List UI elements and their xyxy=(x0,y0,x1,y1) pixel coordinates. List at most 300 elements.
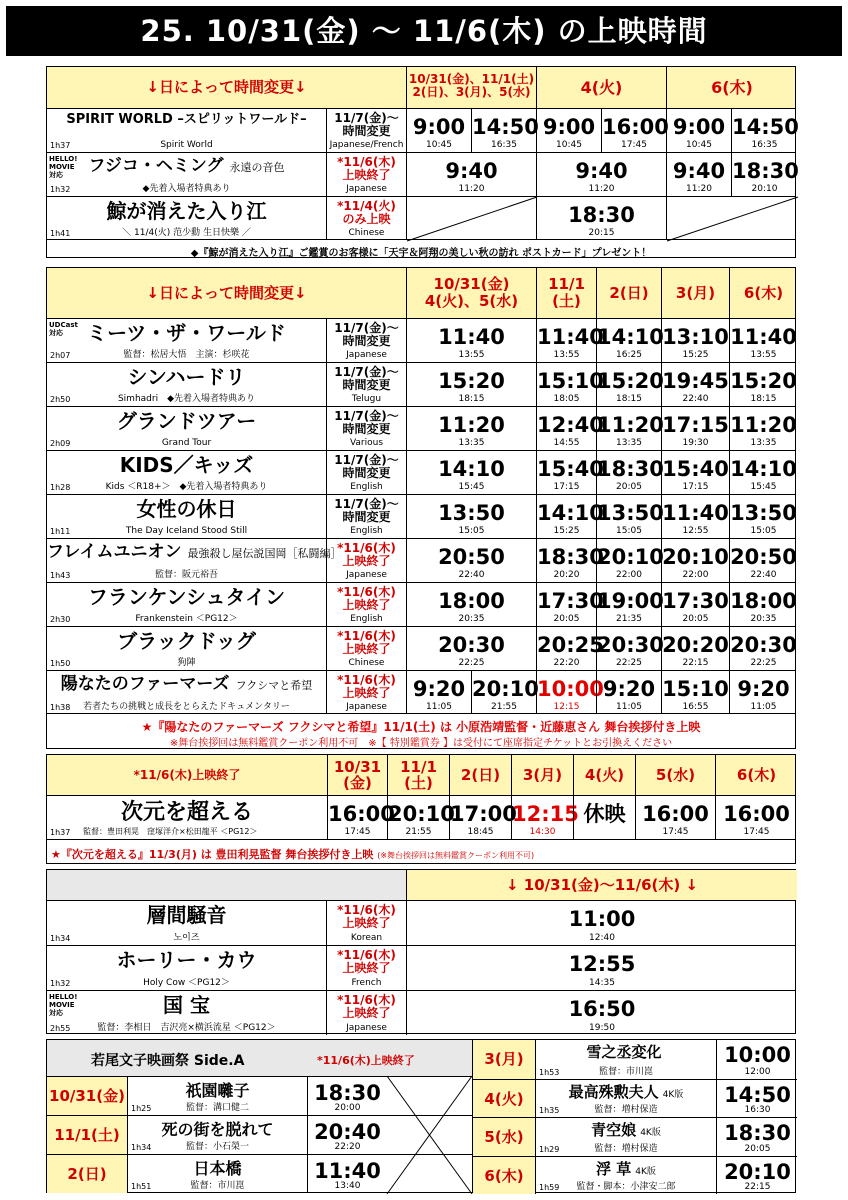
festival-film-title-wrap xyxy=(536,1045,716,1060)
showtime-start: 20:10 xyxy=(472,677,539,701)
festival-film-cell xyxy=(535,1118,716,1156)
showtime-end: 10:45 xyxy=(686,140,712,150)
showtime-end: 22:15 xyxy=(744,1182,771,1192)
showtime-cell xyxy=(406,583,536,626)
showtime-cell xyxy=(406,946,797,990)
showtime-cell xyxy=(716,1080,798,1118)
film-title: ミーツ・ザ・ワールド xyxy=(87,321,286,345)
showtime-end: 20:10 xyxy=(751,184,778,194)
film-credits: ◆先着入場者特典あり xyxy=(142,184,231,194)
status-cell xyxy=(326,109,406,152)
showtime-start: 11:40 xyxy=(662,501,729,525)
header-date xyxy=(635,755,715,795)
showtime-end: 15:05 xyxy=(458,526,485,536)
festival-date: 4(火) xyxy=(473,1080,535,1118)
showtime-start: 9:40 xyxy=(445,159,498,183)
festival-duration: 1h35 xyxy=(539,1106,560,1115)
showtime-start: 16:00 xyxy=(723,802,790,826)
showtime-start: 9:00 xyxy=(672,115,726,139)
showtime-cell xyxy=(731,109,797,152)
format-badge: HELLO! MOVIE 対応 xyxy=(49,993,78,1017)
festival-film-title: 雪之丞変化 xyxy=(586,1043,662,1061)
showtime-cell xyxy=(661,627,729,670)
showtime-cell xyxy=(666,153,731,196)
festival-date: 10/31(金) xyxy=(47,1077,127,1115)
status-cell xyxy=(326,363,406,406)
showtime-start: 19:45 xyxy=(662,369,729,393)
film-row xyxy=(47,670,795,714)
showtime-cell xyxy=(716,1118,798,1156)
showtime-cell xyxy=(731,153,797,196)
showtime-cell xyxy=(536,153,666,196)
showtime-start: 11:40 xyxy=(730,325,797,349)
showtime-end: 20:35 xyxy=(458,614,485,624)
showtime-start: 11:20 xyxy=(438,413,505,437)
header-date-text: 4(火) xyxy=(584,766,625,784)
showtime-start: 休映 xyxy=(583,802,626,826)
language: Telugu xyxy=(351,394,382,404)
film-credits: Simhadri ◆先着入場者特典あり xyxy=(117,394,256,404)
film-title-wrap xyxy=(47,676,326,693)
film-credits: 노이즈 xyxy=(173,933,200,943)
film-duration: 1h37 xyxy=(50,141,71,150)
showtime-cell xyxy=(596,407,664,450)
festival-row xyxy=(473,1156,797,1195)
showtime-end: 20:35 xyxy=(750,614,777,624)
festival-left xyxy=(47,1040,472,1192)
no-screening-cell xyxy=(666,197,797,240)
film-title-cell xyxy=(47,109,326,152)
showtime-start: 14:10 xyxy=(537,501,604,525)
festival-row xyxy=(473,1117,797,1156)
showtime-start: 18:30 xyxy=(732,159,799,183)
section-schedule-3 xyxy=(46,754,796,864)
language: English xyxy=(350,614,383,624)
film-duration: 1h32 xyxy=(50,979,71,988)
showtime-cell xyxy=(406,109,471,152)
header-date-e: 6(木) xyxy=(729,268,797,318)
showtime-end: 16:30 xyxy=(744,1105,771,1115)
header-date-text: 3(月) xyxy=(522,766,563,784)
festival-film-title: 死の街を脱れて xyxy=(161,1120,274,1139)
film-row xyxy=(47,108,799,152)
language: Japanese xyxy=(346,350,387,360)
festival-film-title: 最高殊勲夫人 xyxy=(568,1082,659,1101)
showtime-start: 12:40 xyxy=(537,413,604,437)
showtime-end: 11:20 xyxy=(458,184,485,194)
showtime-cell xyxy=(307,1116,387,1154)
film-title-cell xyxy=(47,583,326,626)
status-cell xyxy=(326,583,406,626)
film-row xyxy=(47,450,795,494)
showtime-start: 14:50 xyxy=(472,115,539,139)
showtime-cell xyxy=(729,319,797,362)
festival-film-cell xyxy=(535,1157,716,1195)
film-title-cell xyxy=(47,539,342,582)
film-row xyxy=(47,196,795,240)
film-credits: The Day Iceland Stood Still xyxy=(125,526,248,536)
header-date-3: 6(木) xyxy=(666,67,797,108)
film-subtitle: フクシマと希望 xyxy=(235,679,313,692)
film-credits: 監督：阪元裕吾 xyxy=(154,570,218,580)
showtime-start: 14:10 xyxy=(438,457,505,481)
showtime-end: 14:30 xyxy=(529,827,556,837)
showtime-start: 17:15 xyxy=(662,413,729,437)
status-line-1: *11/6(木) xyxy=(337,903,396,917)
format-tag: 4K版 xyxy=(662,1089,684,1100)
showtime-start: 18:00 xyxy=(438,589,505,613)
showtime-start: 16:00 xyxy=(642,802,709,826)
showtime-start: 11:40 xyxy=(537,325,604,349)
showtime-start: 20:10 xyxy=(388,802,455,826)
film-credits: Grand Tour xyxy=(161,438,212,448)
showtime-end: 22:00 xyxy=(682,570,709,580)
status-line-2: 上映終了 xyxy=(342,961,391,975)
header-date-text: (土) xyxy=(404,774,433,792)
film-credits: ＼ 11/4(火) 范少勳 生日快樂 ／ xyxy=(122,228,251,238)
showtime-start: 20:30 xyxy=(597,633,664,657)
showtime-cell xyxy=(596,627,664,670)
header-date-a: 10/31(金) 4(火)、5(水) xyxy=(406,268,536,318)
showtime-end: 14:55 xyxy=(553,438,580,448)
showtime-start: 20:50 xyxy=(438,545,505,569)
festival-film-title: 日本橋 xyxy=(193,1159,242,1178)
header-date xyxy=(327,755,387,795)
showtime-start: 17:30 xyxy=(537,589,604,613)
festival-duration: 1h59 xyxy=(539,1183,560,1192)
festival-director: 監督：増村保造 xyxy=(594,1143,658,1154)
showtime-end: 22:25 xyxy=(458,658,485,668)
showtime-start: 16:00 xyxy=(328,802,395,826)
film-row xyxy=(47,582,795,626)
section-film-festival xyxy=(46,1039,796,1193)
section-2-header xyxy=(47,268,795,318)
film-row xyxy=(47,538,795,582)
film-credits: 監督：松居大悟 主演：杉咲花 xyxy=(123,350,250,360)
section-schedule-2 xyxy=(46,267,796,749)
festival-duration: 1h34 xyxy=(131,1143,152,1152)
film-duration: 1h43 xyxy=(50,571,71,580)
showtime-end: 18:15 xyxy=(458,394,485,404)
showtime-cell xyxy=(387,796,455,839)
showtime-end: 20:00 xyxy=(334,1103,361,1113)
film-duration: 1h38 xyxy=(50,703,71,712)
section-1-note: ◆『鯨が消えた入り江』ご鑑賞のお客様に「天宇＆阿翔の美しい秋の訪れ ポストカード」プレゼント！ xyxy=(47,239,795,259)
showtime-start: 13:50 xyxy=(597,501,664,525)
status-line-1: 11/7(金)～ xyxy=(334,111,399,125)
showtime-end: 13:35 xyxy=(750,438,777,448)
showtime-start: 11:00 xyxy=(568,907,636,931)
language: English xyxy=(350,526,383,536)
film-title: ブラックドッグ xyxy=(117,629,256,653)
film-credits: 狗陣 xyxy=(177,658,196,668)
showtime-cell xyxy=(596,495,664,538)
format-tag: 4K版 xyxy=(640,1128,661,1138)
showtime-end: 20:15 xyxy=(588,228,615,238)
showtime-cell xyxy=(406,991,797,1035)
showtime-start: 15:20 xyxy=(597,369,664,393)
showtime-cell xyxy=(406,153,536,196)
header-date xyxy=(449,755,511,795)
film-title-cell xyxy=(47,319,326,362)
film-title: 女性の休日 xyxy=(136,497,237,521)
showtime-end: 12:00 xyxy=(744,1066,771,1077)
showtime-cell xyxy=(596,319,664,362)
festival-director: 監督・脚本：小津安二郎 xyxy=(576,1182,676,1192)
film-title: 層間騒音 xyxy=(146,903,227,927)
film-title-cell xyxy=(47,197,326,240)
showtime-cell xyxy=(573,796,635,839)
showtime-cell xyxy=(596,583,664,626)
status-cell xyxy=(326,319,406,362)
page-title: 25. 10/31(金) ～ 11/6(木) の上映時間 xyxy=(6,6,842,56)
language: Chinese xyxy=(348,658,385,668)
film-title: 陽なたのファーマーズ xyxy=(60,674,230,694)
showtime-start: 20:25 xyxy=(537,633,604,657)
festival-director: 監督：溝口健二 xyxy=(185,1103,249,1113)
showtime-cell xyxy=(661,451,729,494)
festival-director: 監督：増村保造 xyxy=(594,1105,658,1115)
showtime-end: 12:55 xyxy=(682,526,709,536)
festival-date: 11/1(土) xyxy=(47,1116,127,1154)
showtime-cell xyxy=(307,1077,387,1115)
ending-banner: *11/6(木)上映終了 xyxy=(133,768,241,782)
festival-film-title-wrap xyxy=(536,1123,716,1138)
section-4-header xyxy=(47,870,795,900)
film-credits: 監督：李相日 吉沢亮×横浜流星 ＜PG12＞ xyxy=(97,1023,276,1033)
film-title: SPIRIT WORLD –スピリットワールド– xyxy=(66,112,307,127)
showtime-cell xyxy=(661,363,729,406)
film-title: 鯨が消えた入り江 xyxy=(106,199,267,223)
header-date-c: 2(日) xyxy=(596,268,661,318)
film-row xyxy=(47,406,795,450)
showtime-cell xyxy=(715,796,797,839)
film-duration: 2h50 xyxy=(50,395,71,404)
showtime-start: 15:40 xyxy=(537,457,604,481)
showtime-start: 17:30 xyxy=(662,589,729,613)
showtime-end: 17:15 xyxy=(553,482,580,492)
showtime-start: 9:40 xyxy=(575,159,628,183)
showtime-end: 11:20 xyxy=(588,184,615,194)
showtime-cell xyxy=(729,495,797,538)
showtime-start: 18:30 xyxy=(724,1121,791,1145)
film-title-cell xyxy=(47,451,326,494)
film-subtitle: 最強殺し屋伝説国岡［私闘編］ xyxy=(187,547,342,560)
language: Japanese xyxy=(346,184,387,194)
showtime-end: 21:35 xyxy=(616,614,642,624)
showtime-cell xyxy=(471,671,539,714)
festival-date: 2(日) xyxy=(47,1155,127,1193)
header-date xyxy=(387,755,449,795)
showtime-cell xyxy=(729,407,797,450)
language: Japanese xyxy=(346,1023,387,1033)
showtime-start: 16:50 xyxy=(568,997,636,1021)
showtime-start: 14:10 xyxy=(597,325,664,349)
showtime-start: 14:50 xyxy=(724,1082,791,1107)
film-title: グランドツアー xyxy=(116,409,257,433)
film-title-cell xyxy=(47,901,326,945)
showtime-start: 20:30 xyxy=(730,633,797,657)
festival-film-cell xyxy=(127,1116,307,1154)
status-line-1: 11/7(金)～ xyxy=(334,453,399,467)
header-date-text: (金) xyxy=(343,774,372,792)
showtime-start: 14:10 xyxy=(730,457,797,481)
showtime-cell xyxy=(307,1155,387,1193)
status-line-2: 上映終了 xyxy=(342,1006,391,1020)
film-duration: 2h09 xyxy=(50,439,71,448)
showtime-cell xyxy=(536,495,604,538)
showtime-end: 13:35 xyxy=(616,438,642,448)
showtime-cell xyxy=(601,109,669,152)
showtime-cell xyxy=(406,671,471,714)
showtime-end: 11:05 xyxy=(616,702,642,712)
section-3-note xyxy=(47,839,795,865)
showtime-cell xyxy=(661,407,729,450)
showtime-end: 19:50 xyxy=(589,1023,615,1033)
showtime-start: 18:30 xyxy=(597,457,664,481)
showtime-start: 11:20 xyxy=(597,413,664,437)
showtime-cell xyxy=(406,407,536,450)
language: Chinese xyxy=(348,228,385,238)
status-line-2: のみ上映 xyxy=(342,212,391,226)
showtime-cell xyxy=(536,451,604,494)
showtime-cell xyxy=(661,539,729,582)
showtime-cell xyxy=(536,197,666,240)
section-schedule-1 xyxy=(46,66,799,259)
section-4-header-blank xyxy=(47,870,406,900)
showtime-cell xyxy=(729,451,797,494)
showtime-end: 12:40 xyxy=(589,933,615,943)
festival-film-cell xyxy=(535,1040,716,1079)
showtime-cell xyxy=(406,319,536,362)
film-row xyxy=(47,990,795,1035)
film-credits: Holy Cow ＜PG12＞ xyxy=(143,978,230,988)
showtime-cell xyxy=(596,363,664,406)
status-line-1: *11/6(木) xyxy=(337,541,396,555)
status-line-1: *11/4(火) xyxy=(337,199,396,213)
film-title-cell xyxy=(47,627,326,670)
showtime-cell xyxy=(666,109,731,152)
status-line-2: 時間変更 xyxy=(342,334,391,348)
showtime-end: 13:55 xyxy=(553,350,580,360)
language: Japanese xyxy=(346,702,387,712)
status-line-2: 時間変更 xyxy=(342,466,391,480)
section-1-header xyxy=(47,67,795,108)
festival-title: 若尾文子映画祭 Side.A xyxy=(91,1053,245,1069)
status-cell xyxy=(326,407,406,450)
status-line-1: *11/6(木) xyxy=(337,993,396,1007)
festival-film-title-wrap xyxy=(536,1159,716,1178)
film-duration: 2h07 xyxy=(50,351,71,360)
header-date-text: 5(水) xyxy=(655,766,696,784)
week-range-banner: ↓ 10/31(金)～11/6(木) ↓ xyxy=(406,870,797,900)
showtime-start: 18:30 xyxy=(568,203,635,227)
festival-date: 5(水) xyxy=(473,1118,535,1156)
status-line-1: 11/7(金)～ xyxy=(334,409,399,423)
language: Japanese xyxy=(346,570,387,580)
status-line-1: 11/7(金)～ xyxy=(334,321,399,335)
showtime-end: 13:55 xyxy=(458,350,485,360)
showtime-start: 12:15 xyxy=(512,802,579,826)
showtime-end: 18:05 xyxy=(553,394,580,404)
status-line-2: 上映終了 xyxy=(342,686,391,700)
status-cell xyxy=(326,495,406,538)
showtime-cell xyxy=(661,495,729,538)
showtime-start: 9:20 xyxy=(412,677,466,701)
status-cell xyxy=(326,451,406,494)
film-title-cell xyxy=(47,946,326,990)
showtime-start: 13:50 xyxy=(730,501,797,525)
no-screening-cell xyxy=(406,197,536,240)
showtime-end: 11:05 xyxy=(750,702,777,712)
film-row xyxy=(47,362,795,406)
language: Korean xyxy=(350,933,383,943)
showtime-end: 21:55 xyxy=(491,702,517,712)
showtime-end: 20:05 xyxy=(744,1143,771,1154)
showtime-end: 17:45 xyxy=(743,827,770,837)
showtime-start: 18:30 xyxy=(537,545,604,569)
showtime-end: 20:20 xyxy=(553,570,580,580)
showtime-cell xyxy=(536,109,601,152)
film-row xyxy=(47,900,795,945)
film-row xyxy=(47,795,795,839)
film-title-wrap xyxy=(47,158,326,175)
status-line-2: 時間変更 xyxy=(342,422,391,436)
showtime-end: 11:05 xyxy=(426,702,452,712)
showtime-start: 9:20 xyxy=(602,677,656,701)
showtime-start: 20:10 xyxy=(724,1159,791,1184)
film-title: フランケンシュタイン xyxy=(87,585,286,609)
festival-film-cell xyxy=(127,1155,307,1193)
showtime-start: 13:10 xyxy=(662,325,729,349)
film-row xyxy=(47,626,795,670)
film-row xyxy=(47,945,795,990)
showtime-cell xyxy=(596,451,664,494)
showtime-start: 10:00 xyxy=(724,1043,791,1067)
showtime-cell xyxy=(729,671,797,714)
showtime-end: 17:45 xyxy=(621,140,647,150)
festival-duration: 1h51 xyxy=(131,1182,152,1191)
showtime-start: 9:40 xyxy=(672,159,726,183)
showtime-cell xyxy=(536,583,604,626)
film-credits: Kids ＜R18+＞ ◆先着入場者特典あり xyxy=(105,482,268,492)
film-title: フジコ・ヘミング xyxy=(88,156,224,176)
header-date-text: 6(木) xyxy=(736,766,777,784)
showtime-end: 16:35 xyxy=(751,140,778,150)
format-badge: HELLO! MOVIE 対応 xyxy=(49,155,78,179)
showtime-start: 11:20 xyxy=(730,413,797,437)
film-title: フレイムユニオン xyxy=(47,542,182,562)
showtime-end: 22:40 xyxy=(750,570,777,580)
showtime-end: 16:35 xyxy=(491,140,517,150)
showtime-start: 15:10 xyxy=(537,369,604,393)
status-line-2: 時間変更 xyxy=(342,124,391,138)
header-date xyxy=(511,755,573,795)
showtime-end: 12:15 xyxy=(553,702,580,712)
status-line-2: 上映終了 xyxy=(342,642,391,656)
festival-film-title-wrap xyxy=(536,1082,716,1101)
header-date-text: 10/31 xyxy=(333,758,382,776)
film-row xyxy=(47,318,795,362)
showtime-end: 13:55 xyxy=(750,350,777,360)
status-cell xyxy=(326,197,406,240)
film-duration: 1h32 xyxy=(50,185,71,194)
language: English xyxy=(350,482,383,492)
time-change-banner: ↓日によって時間変更↓ xyxy=(146,78,307,96)
status-line-1: *11/6(木) xyxy=(337,948,396,962)
section-schedule-4 xyxy=(46,869,796,1034)
status-line-1: *11/6(木) xyxy=(337,155,396,169)
